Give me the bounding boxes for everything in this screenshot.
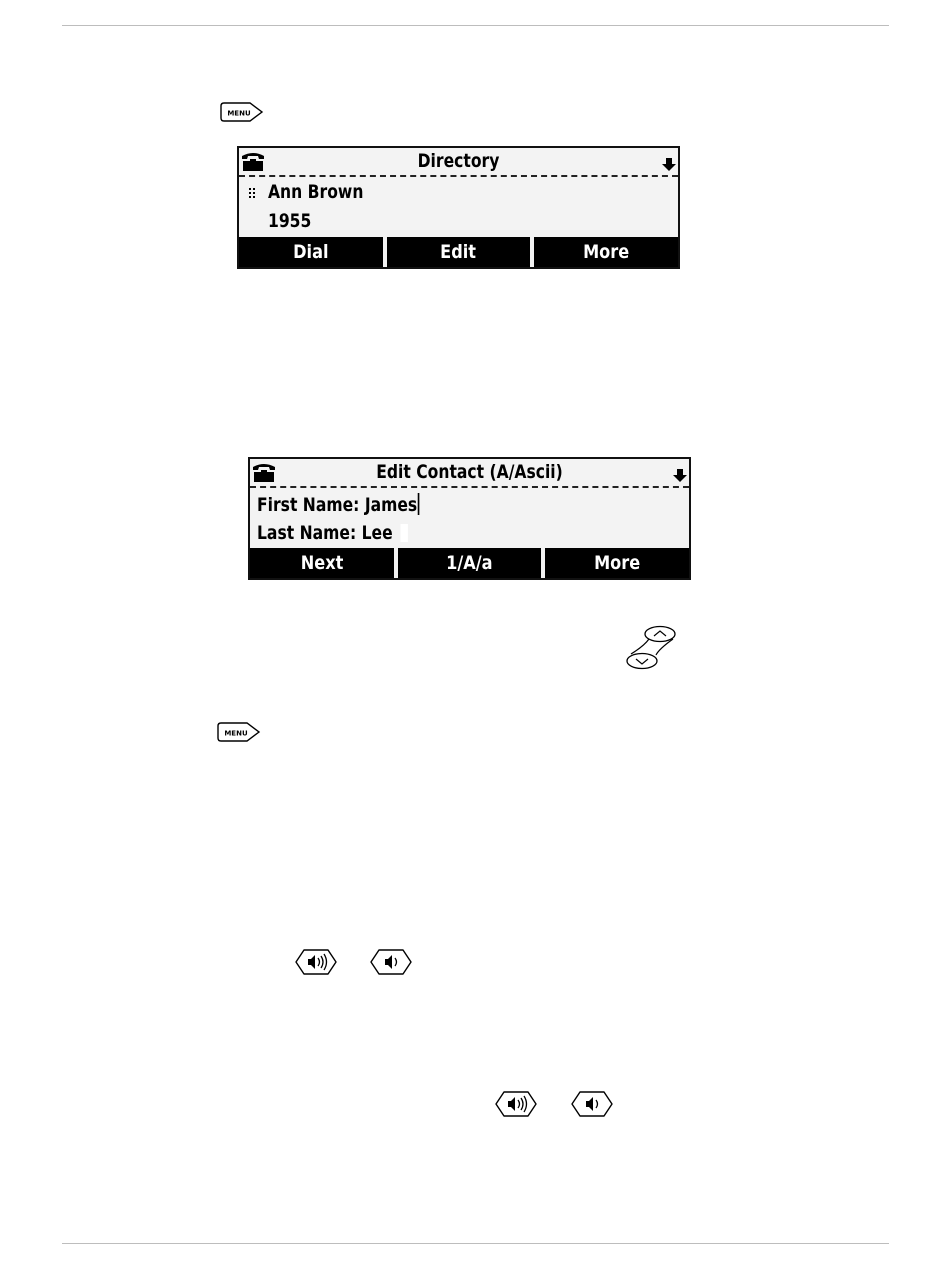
- volume-down-key-icon: [369, 948, 413, 981]
- text-cursor: [418, 493, 420, 515]
- volume-up-key-icon: [494, 1090, 538, 1123]
- screen-header: [250, 459, 689, 488]
- volume-up-key-icon: [294, 948, 338, 981]
- footer-rule: [62, 1243, 889, 1244]
- contact-number: 1955: [268, 210, 312, 232]
- more-softkey[interactable]: More: [545, 548, 689, 578]
- header-rule: [62, 25, 889, 26]
- handset-icon: [251, 461, 277, 488]
- screen-header: [239, 148, 678, 177]
- softkey-bar: [250, 548, 689, 578]
- caret-block: [401, 524, 408, 542]
- menu-key-icon: [220, 101, 264, 128]
- last-name-field[interactable]: Last Name: Lee: [257, 522, 408, 544]
- up-down-navigation-key-icon: [621, 624, 679, 677]
- arrow-down-icon: [673, 469, 687, 488]
- arrow-down-icon: [662, 158, 676, 177]
- menu-key-icon: [217, 721, 261, 748]
- dial-softkey[interactable]: Dial: [239, 237, 383, 267]
- menu-key-label: MENU: [227, 109, 251, 118]
- screen-title: Edit Contact (A/Ascii): [376, 461, 563, 483]
- menu-key-label: MENU: [224, 729, 248, 738]
- contact-name: Ann Brown: [268, 181, 364, 203]
- line-indicator-icon: [248, 186, 258, 204]
- first-name-field[interactable]: First Name: James: [257, 493, 420, 516]
- edit-contact-screen: [248, 457, 691, 580]
- volume-down-key-icon: [570, 1090, 614, 1123]
- softkey-bar: [239, 237, 678, 267]
- next-softkey[interactable]: Next: [250, 548, 394, 578]
- directory-screen: [237, 146, 680, 269]
- screen-title: Directory: [417, 150, 500, 172]
- edit-softkey[interactable]: Edit: [387, 237, 531, 267]
- mode-softkey[interactable]: 1/A/a: [398, 548, 542, 578]
- handset-icon: [240, 150, 266, 177]
- more-softkey[interactable]: More: [534, 237, 678, 267]
